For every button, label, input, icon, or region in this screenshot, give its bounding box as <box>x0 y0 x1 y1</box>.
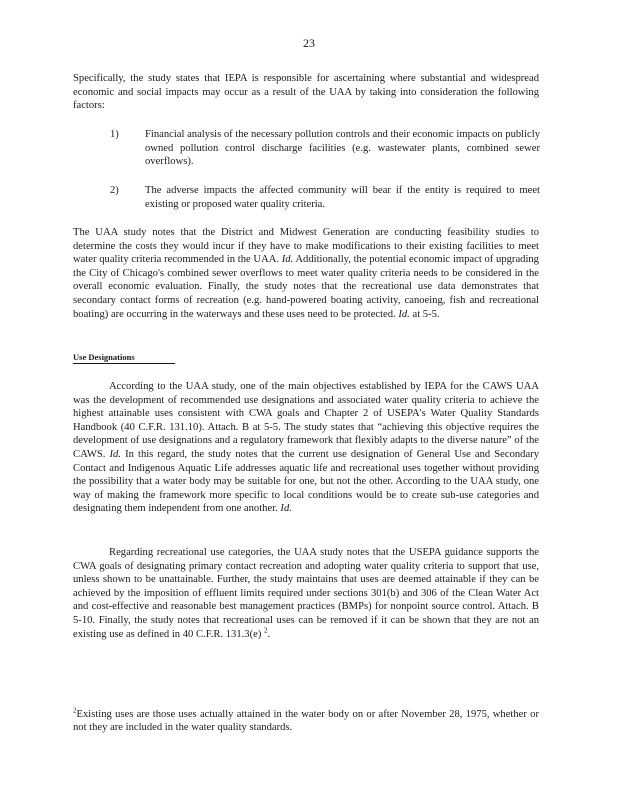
uaa-costs-paragraph <box>73 226 539 321</box>
paragraph-text: Regarding recreational use categories, the UAA study notes that the USEPA guidance supports the CWA goals of designating primary contact recreation and adopting water quality criteria to support that use, unless shown to be unattainable. Further, the study maintains that uses are deemed attainable if they can be achieved by the imposition of effluent limits required under sections 301(b) and 306 of the Clean Water Act and cost-effective and reasonable best management practices (BMPs) for nonpoint source control. Attach. B 5-10. Finally, the study notes that recreational uses can be removed if it can be shown that they are not an existing use as defined in 40 C.F.R. 131.3(e) <box>73 547 539 640</box>
factor-text: The adverse impacts the affected community will bear if the entity is required to meet existing or proposed water quality criteria. <box>145 185 540 210</box>
footnote-mark: 2 <box>73 706 77 715</box>
paragraph-text: According to the UAA study, one of the main objectives established by IEPA for the CAWS UAA was the development of recommended use designations and associated water quality criteria to achieve the highest attainable uses consistent with CWA goals and Chapter 2 of USEPA's Water Quality Standards Handbook (40 C.F.R. 131.10). Attach. B at 5-5. The study states that “achieving this objective requires the development of use designations and a regulatory framework that flexibly adapts to the diverse nature” of the CAWS. <box>73 381 539 460</box>
factor-text: Financial analysis of the necessary pollution controls and their economic impacts on publicly owned pollution control discharge facilities (e.g. wastewater plants, combined sewer overflows). <box>145 129 540 168</box>
page-number: 23 <box>303 36 315 50</box>
footnote-reference: 2 <box>264 626 268 635</box>
recreational-paragraph <box>73 546 539 641</box>
footnote <box>73 708 539 735</box>
factor-item-1 <box>110 128 540 169</box>
factor-number: 1) <box>110 129 119 140</box>
factor-item-2 <box>110 184 540 211</box>
paragraph-end: . <box>267 628 271 640</box>
factor-number: 2) <box>110 185 119 196</box>
intro-paragraph: Specifically, the study states that IEPA is responsible for ascertaining where substantial and widespread economic and social impacts may occur as a result of the UAA by taking into consideration the following factors: <box>73 73 539 112</box>
paragraph-text: Additionally, the potential economic impact of upgrading the City of Chicago's combined sewer overflows to meet water quality criteria needs to be considered in the overall economic evaluation. Finally, the study notes that the recreational use data demonstrates that secondary contact forms of recreation (e.g. hand-powered boating activity, canoeing, fish and recreational boating) are occurring in the waterways and these uses need to be protected. <box>73 254 539 320</box>
use-designations-paragraph <box>73 380 539 516</box>
paragraph-text: The UAA study notes that the District and Midwest Generation are conducting feasibility studies to determine the costs they would incur if they have to make modifications to their existing facilities to meet water quality criteria recommended in the UAA. <box>73 227 539 266</box>
footnote-text: Existing uses are those uses actually attained in the water body on or after November 28, 1975, whether or not they are included in the water quality standards. <box>73 708 539 734</box>
paragraph-text: at 5-5. <box>412 308 440 320</box>
citation: Id. <box>398 308 410 320</box>
citation: Id. <box>281 254 294 266</box>
section-heading: Use Designations <box>73 352 175 364</box>
citation: Id. <box>280 503 292 515</box>
paragraph-text: In this regard, the study notes that the current use designation of General Use and Secondary Contact and Indigenous Aquatic Life addresses aquatic life and recreational uses together without providing the possibility that a water body may be suitable for one, but not the other. According to the UAA study, one way of making the framework more specific to local conditions would be to create sub-use categories and designating them independent from one another. <box>73 448 539 515</box>
citation: Id. <box>109 448 121 460</box>
